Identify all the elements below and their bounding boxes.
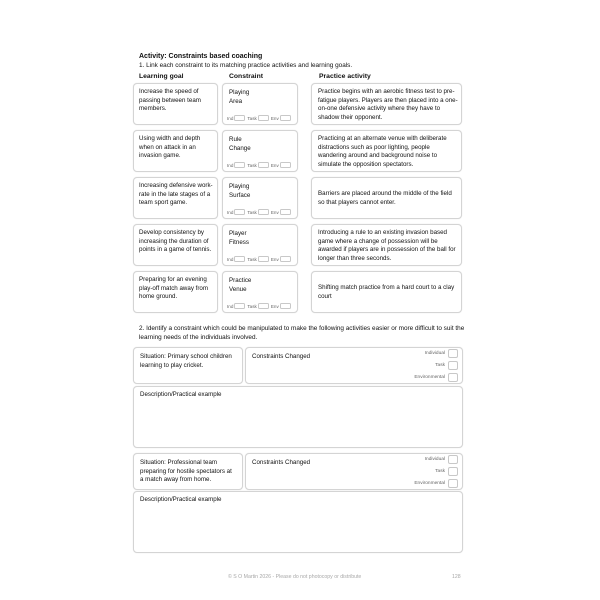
environmental-label: Environmental	[414, 375, 445, 380]
practice-activity-text: Practicing at an alternate venue with deliberate distractions such as poor lighting, people wandering around and background noise to simulate the opposition spectators.	[318, 135, 447, 168]
individual-checkbox[interactable]	[448, 349, 458, 358]
checkbox-row-task	[435, 361, 458, 370]
practice-activity-card[interactable]	[311, 177, 462, 219]
tag-task-label: Task	[247, 115, 257, 121]
individual-label: Individual	[424, 457, 445, 462]
learning-goal-text: Using width and depth when on attack in an invasion game.	[139, 135, 201, 160]
constraint-text: Practice Venue	[229, 277, 252, 293]
constraint-type-boxes	[227, 209, 293, 215]
header-constraint: Constraint	[229, 73, 263, 80]
learning-goal-card[interactable]	[133, 224, 218, 266]
environmental-label: Environmental	[414, 481, 445, 486]
checkbox-row-environmental	[414, 373, 458, 382]
practice-activity-card[interactable]	[311, 271, 462, 313]
header-learning-goal: Learning goal	[139, 73, 184, 80]
ind-box[interactable]	[234, 209, 245, 215]
env-box[interactable]	[280, 209, 291, 215]
constraint-type-boxes	[227, 162, 293, 168]
task-box[interactable]	[258, 209, 269, 215]
tag-env-label: Env	[270, 162, 279, 168]
description-card[interactable]	[133, 386, 463, 448]
constraint-card[interactable]	[222, 83, 298, 125]
learning-goal-text: Increase the speed of passing between team members.	[139, 88, 201, 113]
checkbox-row-individual	[425, 455, 458, 464]
constraint-type-boxes	[227, 256, 293, 262]
instruction-1: 1. Link each constraint to its matching practice activities and learning goals.	[139, 62, 353, 69]
tag-env-label: Env	[270, 256, 279, 262]
task-box[interactable]	[258, 115, 269, 121]
description-label: Description/Practical example	[140, 391, 222, 398]
task-box[interactable]	[258, 256, 269, 262]
ind-box[interactable]	[234, 115, 245, 121]
constraint-type-boxes	[227, 303, 293, 309]
practice-activity-card[interactable]	[311, 224, 462, 266]
constraints-changed-label: Constraints Changed	[252, 353, 311, 360]
tag-env-label: Env	[270, 303, 279, 309]
environmental-checkbox[interactable]	[448, 479, 458, 488]
env-box[interactable]	[280, 256, 291, 262]
environmental-checkbox[interactable]	[448, 373, 458, 382]
situation-text: Situation: Primary school children learning to play cricket.	[140, 353, 232, 369]
constraints-changed-card	[245, 347, 463, 384]
tag-task-label: Task	[247, 209, 257, 215]
learning-goal-text: Develop consistency by increasing the duration of points in a game of tennis.	[139, 229, 212, 254]
tag-env-label: Env	[270, 209, 279, 215]
learning-goal-text: Preparing for an evening play-off match away from home ground.	[139, 276, 209, 301]
env-box[interactable]	[280, 303, 291, 309]
constraint-text: Playing Surface	[229, 183, 251, 199]
constraint-card[interactable]	[222, 271, 298, 313]
tag-task-label: Task	[247, 303, 257, 309]
situation-card	[133, 453, 243, 490]
learning-goal-card[interactable]	[133, 271, 218, 313]
activity-title: Activity: Constraints based coaching	[139, 53, 263, 60]
practice-activity-text: Practice begins with an aerobic fitness test to pre-fatigue players. Players are then placed into a one-on-one defensive activity where they have to shadow their opponent.	[318, 88, 458, 121]
tag-ind-label: Ind	[227, 162, 234, 168]
individual-label: Individual	[424, 351, 445, 356]
tag-ind-label: Ind	[227, 303, 234, 309]
task-label: Task	[435, 363, 445, 368]
practice-activity-text: Barriers are placed around the middle of the field so that players cannot enter.	[318, 190, 452, 206]
tag-ind-label: Ind	[227, 256, 234, 262]
learning-goal-card[interactable]	[133, 177, 218, 219]
page-number: 128	[452, 574, 461, 580]
practice-activity-card[interactable]	[311, 83, 462, 125]
env-box[interactable]	[280, 115, 291, 121]
header-practice-activity: Practice activity	[319, 73, 371, 80]
situation-card	[133, 347, 243, 384]
constraint-card[interactable]	[222, 177, 298, 219]
ind-box[interactable]	[234, 162, 245, 168]
footer-copyright: © S O Martin 2026 - Please do not photocopy or distribute	[228, 574, 362, 580]
constraint-card[interactable]	[222, 130, 298, 172]
tag-ind-label: Ind	[227, 115, 234, 121]
learning-goal-text: Increasing defensive work-rate in the late stages of a team sport game.	[139, 182, 213, 207]
practice-activity-text: Introducing a rule to an existing invasion based game where a change of possession will be awarded if players are in possession of the ball for longer than three seconds.	[318, 229, 456, 262]
learning-goal-card[interactable]	[133, 130, 218, 172]
situation-text: Situation: Professional team preparing for hostile spectators at a match away from home.	[140, 459, 232, 484]
task-box[interactable]	[258, 303, 269, 309]
task-label: Task	[435, 469, 445, 474]
task-box[interactable]	[258, 162, 269, 168]
tag-task-label: Task	[247, 256, 257, 262]
practice-activity-text: Shifting match practice from a hard court to a clay court	[318, 284, 455, 300]
tag-ind-label: Ind	[227, 209, 234, 215]
individual-checkbox[interactable]	[448, 455, 458, 464]
practice-activity-card[interactable]	[311, 130, 462, 172]
ind-box[interactable]	[234, 303, 245, 309]
constraints-changed-card	[245, 453, 463, 490]
checkbox-row-task	[435, 467, 458, 476]
constraint-text: Playing Area	[229, 89, 250, 105]
checkbox-row-individual	[425, 349, 458, 358]
ind-box[interactable]	[234, 256, 245, 262]
constraints-changed-label: Constraints Changed	[252, 459, 311, 466]
description-label: Description/Practical example	[140, 496, 222, 503]
constraint-type-boxes	[227, 115, 293, 121]
tag-env-label: Env	[270, 115, 279, 121]
constraint-card[interactable]	[222, 224, 298, 266]
learning-goal-card[interactable]	[133, 83, 218, 125]
task-checkbox[interactable]	[448, 467, 458, 476]
env-box[interactable]	[280, 162, 291, 168]
task-checkbox[interactable]	[448, 361, 458, 370]
description-card[interactable]	[133, 491, 463, 553]
constraint-text: Player Fitness	[229, 230, 249, 246]
constraint-text: Rule Change	[229, 136, 251, 152]
checkbox-row-environmental	[414, 479, 458, 488]
instruction-2: 2. Identify a constraint which could be manipulated to make the following activities easier or more difficult to suit the learning needs of the individuals involved.	[139, 325, 465, 341]
tag-task-label: Task	[247, 162, 257, 168]
